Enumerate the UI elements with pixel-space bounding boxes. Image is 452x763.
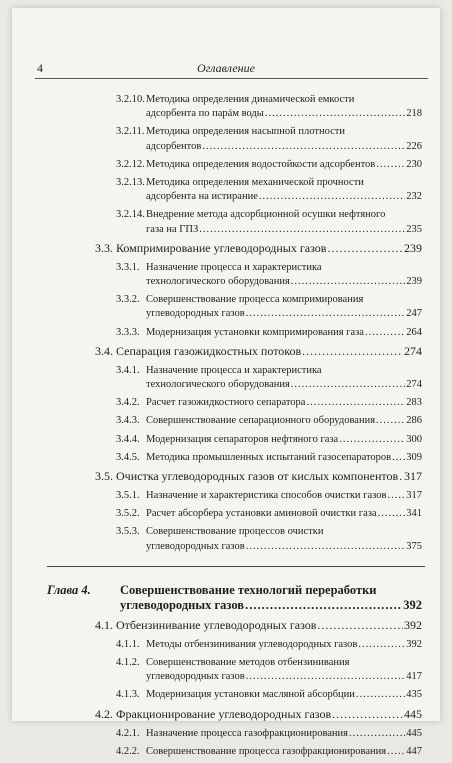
toc-page-number: 264 xyxy=(406,326,422,338)
dot-leader xyxy=(339,433,405,447)
toc-subsection-entry[interactable] xyxy=(12,208,440,236)
toc-section-entry[interactable] xyxy=(12,707,440,722)
dot-leader xyxy=(332,707,403,722)
toc-entry-title-line: Расчет абсорбера установки аминовой очистки газа xyxy=(146,508,377,520)
toc-entry-number: 3.5.2. xyxy=(116,508,140,520)
dot-leader xyxy=(246,307,406,321)
toc-entry-title-line: Совершенствование сепарационного оборудования xyxy=(146,415,376,427)
chapter-divider xyxy=(47,566,425,567)
toc-entry-last-line xyxy=(146,670,422,684)
toc-entry-number: 3.3. xyxy=(95,240,113,255)
toc-entry-number: 3.5. xyxy=(95,469,113,484)
toc-page-number: 447 xyxy=(406,745,422,757)
toc-entry-number: 3.2.13. xyxy=(116,177,145,189)
toc-entry-last-line xyxy=(146,107,422,121)
toc-entry-title xyxy=(146,93,422,121)
header-rule xyxy=(35,78,428,79)
toc-entry-last-line xyxy=(116,241,422,256)
toc-entry-title-line: Совершенствование процесса газофракционирования xyxy=(146,745,387,757)
toc-subsection-entry[interactable] xyxy=(12,688,440,702)
toc-page-number: 392 xyxy=(406,638,422,650)
page-number: 4 xyxy=(37,61,43,75)
toc-subsection-entry[interactable] xyxy=(12,93,440,121)
toc-entry-title-line: технологического оборудования xyxy=(146,379,290,391)
dot-leader xyxy=(245,598,402,613)
toc-entry-last-line xyxy=(146,378,422,392)
toc-entry-title xyxy=(146,293,422,321)
toc-entry-number: 3.2.14. xyxy=(116,209,145,221)
table-of-contents xyxy=(12,93,440,763)
toc-entry-title-line: Методика определения насыпной плотности xyxy=(146,126,345,138)
toc-subsection-entry[interactable] xyxy=(12,396,440,410)
dot-leader xyxy=(306,396,405,410)
running-header: Оглавление xyxy=(197,61,255,75)
toc-entry-title-line: Методика промышленных испытаний газосепараторов xyxy=(146,451,392,463)
toc-subsection-entry[interactable] xyxy=(12,293,440,321)
toc-entry-number: 3.4.1. xyxy=(116,364,140,376)
toc-entry-title-line: Совершенствование процессов очистки xyxy=(146,526,324,538)
toc-entry-title-line: Методы отбензинивания углеводородных газов xyxy=(146,638,358,650)
toc-subsection-entry[interactable] xyxy=(12,451,440,465)
toc-page-number: 283 xyxy=(406,397,422,409)
toc-subsection-entry[interactable] xyxy=(12,525,440,553)
toc-entry-number: 3.5.3. xyxy=(116,526,140,538)
toc-entry-title-line: углеводородных газов xyxy=(146,308,245,320)
toc-entry-last-line xyxy=(146,223,422,237)
toc-entry-title-line: адсорбента по парáм воды xyxy=(146,108,264,120)
toc-page-number: 392 xyxy=(403,597,422,612)
dot-leader xyxy=(327,241,403,256)
toc-entry-title-line: Модернизация установки масляной абсорбции xyxy=(146,689,355,701)
toc-entry-title xyxy=(146,525,422,553)
toc-entry-number: 3.2.12. xyxy=(116,158,145,170)
toc-entry-title-line: Назначение процесса и характеристика xyxy=(146,364,322,376)
book-page xyxy=(12,8,440,757)
toc-page-number: 341 xyxy=(406,508,422,520)
toc-page-number: 247 xyxy=(406,308,422,320)
toc-entry-number: 3.3.2. xyxy=(116,294,140,306)
toc-subsection-entry[interactable] xyxy=(12,158,440,172)
toc-entry-title-line: Совершенствование процесса компримирования xyxy=(146,294,364,306)
toc-page-number: 226 xyxy=(406,140,422,152)
toc-entry-last-line xyxy=(146,489,422,503)
toc-entry-last-line xyxy=(116,344,422,359)
toc-page-number: 274 xyxy=(406,379,422,391)
toc-entry-number: 3.5.1. xyxy=(116,490,140,502)
toc-page-number: 235 xyxy=(406,223,422,235)
toc-entry-title xyxy=(116,241,422,256)
toc-subsection-entry[interactable] xyxy=(12,176,440,204)
toc-subsection-entry[interactable] xyxy=(12,414,440,428)
toc-page-number: 317 xyxy=(404,469,422,484)
toc-entry-last-line xyxy=(146,190,422,204)
toc-entry-title xyxy=(146,364,422,392)
dot-leader xyxy=(291,378,405,392)
toc-entry-title xyxy=(146,656,422,684)
toc-entry-title-line: Расчет газожидкостного сепаратора xyxy=(146,397,306,409)
toc-entry-title-line: Фракционирование углеводородных газов xyxy=(116,706,332,721)
toc-entry-last-line xyxy=(146,507,422,521)
dot-leader xyxy=(387,745,405,759)
toc-section-entry[interactable] xyxy=(12,618,440,633)
toc-entry-number: 3.2.10. xyxy=(116,94,145,105)
toc-entry-last-line xyxy=(120,598,422,613)
toc-entry-title xyxy=(116,469,422,484)
toc-entry-title-line: Совершенствование технологий переработки xyxy=(120,582,377,597)
toc-entry-title xyxy=(116,707,422,722)
toc-page-number: 309 xyxy=(406,451,422,463)
toc-entry-last-line xyxy=(146,688,422,702)
toc-chapter-entry[interactable] xyxy=(12,583,440,613)
toc-page-number: 300 xyxy=(406,433,422,445)
toc-subsection-entry[interactable] xyxy=(12,261,440,289)
toc-subsection-entry[interactable] xyxy=(12,125,440,153)
toc-entry-title xyxy=(146,158,422,172)
dot-leader xyxy=(387,489,405,503)
toc-page-number: 232 xyxy=(406,191,422,203)
dot-leader xyxy=(202,140,405,154)
toc-entry-last-line xyxy=(146,540,422,554)
toc-subsection-entry[interactable] xyxy=(12,638,440,652)
toc-entry-title xyxy=(146,414,422,428)
dot-leader xyxy=(199,223,405,237)
toc-entry-number: 4.2. xyxy=(95,706,113,721)
toc-entry-last-line xyxy=(146,326,422,340)
toc-entry-title xyxy=(146,326,422,340)
toc-subsection-entry[interactable] xyxy=(12,507,440,521)
toc-entry-title xyxy=(146,125,422,153)
toc-entry-last-line xyxy=(146,396,422,410)
toc-entry-title-line: Внедрение метода адсорбционной осушки нефтяного xyxy=(146,209,386,221)
toc-page-number: 392 xyxy=(404,617,422,632)
dot-leader xyxy=(378,507,406,521)
toc-entry-number: 3.4. xyxy=(95,343,113,358)
toc-entry-number: 3.4.4. xyxy=(116,433,140,445)
toc-entry-last-line xyxy=(116,707,422,722)
toc-entry-number: 3.4.3. xyxy=(116,415,140,427)
toc-page-number: 375 xyxy=(406,540,422,552)
toc-entry-title-line: Назначение процесса и характеристика xyxy=(146,261,322,273)
toc-entry-title xyxy=(146,261,422,289)
dot-leader xyxy=(265,107,405,121)
toc-entry-title xyxy=(116,344,422,359)
toc-page-number: 230 xyxy=(406,158,422,170)
dot-leader xyxy=(291,275,405,289)
toc-entry-title xyxy=(146,396,422,410)
toc-entry-title-line: Сепарация газожидкостных потоков xyxy=(116,343,302,358)
toc-entry-title-line: Очистка углеводородных газов от кислых компонентов xyxy=(116,469,399,484)
dot-leader xyxy=(376,414,405,428)
dot-leader xyxy=(358,638,405,652)
dot-leader xyxy=(246,540,406,554)
dot-leader xyxy=(356,688,405,702)
toc-entry-number: 4.1.3. xyxy=(116,689,140,701)
toc-entry-last-line xyxy=(146,451,422,465)
toc-entry-last-line xyxy=(116,618,422,633)
toc-entry-title-line: углеводородных газов xyxy=(120,597,245,612)
toc-entry-title xyxy=(146,208,422,236)
toc-entry-title-line: адсорбента на истирание xyxy=(146,191,258,203)
toc-entry-title-line: углеводородных газов xyxy=(146,540,245,552)
toc-entry-title xyxy=(146,451,422,465)
toc-section-entry[interactable] xyxy=(12,344,440,359)
toc-entry-last-line xyxy=(116,469,422,484)
toc-entry-title-line: Модернизация установки компримирования газа xyxy=(146,326,364,338)
toc-entry-last-line xyxy=(146,140,422,154)
toc-entry-number: 3.3.3. xyxy=(116,326,140,338)
toc-entry-last-line xyxy=(146,433,422,447)
dot-leader xyxy=(376,158,405,172)
toc-page-number: 218 xyxy=(406,108,422,120)
toc-entry-number: Глава 4. xyxy=(47,582,91,597)
toc-entry-title-line: Методика определения водостойкости адсорбентов xyxy=(146,158,376,170)
toc-entry-title-line: Модернизация сепараторов нефтяного газа xyxy=(146,433,339,445)
toc-entry-number: 4.1.2. xyxy=(116,657,140,669)
toc-entry-title-line: Отбензинивание углеводородных газов xyxy=(116,617,317,632)
dot-leader xyxy=(392,451,405,465)
toc-entry-title xyxy=(146,638,422,652)
dot-leader xyxy=(302,344,403,359)
toc-entry-title-line: адсорбентов xyxy=(146,140,202,152)
dot-leader xyxy=(399,469,403,484)
dot-leader xyxy=(365,326,405,340)
toc-subsection-entry[interactable] xyxy=(12,433,440,447)
toc-entry-title-line: Назначение процесса газофракционирования xyxy=(146,727,349,739)
toc-page-number: 445 xyxy=(404,706,422,721)
toc-entry-last-line xyxy=(146,414,422,428)
toc-entry-number: 3.4.5. xyxy=(116,451,140,463)
toc-subsection-entry[interactable] xyxy=(12,656,440,684)
toc-entry-title-line: Назначение и характеристика способов очистки газов xyxy=(146,490,387,502)
toc-page-number: 239 xyxy=(406,276,422,288)
toc-entry-title xyxy=(146,433,422,447)
toc-entry-title-line: Совершенствование методов отбензинивания xyxy=(146,657,350,669)
toc-entry-title xyxy=(146,688,422,702)
toc-entry-number: 4.2.1. xyxy=(116,727,140,739)
toc-entry-number: 3.4.2. xyxy=(116,397,140,409)
toc-page-number: 239 xyxy=(404,240,422,255)
toc-entry-last-line xyxy=(146,158,422,172)
toc-entry-last-line xyxy=(146,745,422,759)
toc-subsection-entry[interactable] xyxy=(12,489,440,503)
toc-subsection-entry[interactable] xyxy=(12,364,440,392)
toc-entry-title-line: Компримирование углеводородных газов xyxy=(116,240,327,255)
toc-page-number: 445 xyxy=(406,727,422,739)
toc-entry-title-line: Методика определения механической прочности xyxy=(146,177,364,189)
toc-entry-title xyxy=(116,618,422,633)
toc-entry-title xyxy=(120,583,422,613)
toc-entry-title xyxy=(146,507,422,521)
toc-section-entry[interactable] xyxy=(12,469,440,484)
toc-entry-title-line: газа на ГПЗ xyxy=(146,223,199,235)
dot-leader xyxy=(259,190,405,204)
toc-entry-last-line xyxy=(146,638,422,652)
toc-entry-number: 4.2.2. xyxy=(116,745,140,757)
toc-entry-title xyxy=(146,489,422,503)
toc-entry-last-line xyxy=(146,307,422,321)
toc-entry-number: 4.1.1. xyxy=(116,638,140,650)
toc-entry-title-line: углеводородных газов xyxy=(146,671,245,683)
toc-entry-last-line xyxy=(146,275,422,289)
toc-page-number: 274 xyxy=(404,343,422,358)
toc-subsection-entry[interactable] xyxy=(12,326,440,340)
toc-page-number: 435 xyxy=(406,689,422,701)
toc-entry-number: 3.3.1. xyxy=(116,261,140,273)
toc-page-number: 317 xyxy=(406,490,422,502)
toc-subsection-entry[interactable] xyxy=(12,745,440,759)
toc-entry-number: 3.2.11. xyxy=(116,126,145,138)
toc-entry-number: 4.1. xyxy=(95,617,113,632)
dot-leader xyxy=(317,618,403,633)
toc-page-number: 417 xyxy=(406,671,422,683)
toc-section-entry[interactable] xyxy=(12,241,440,256)
dot-leader xyxy=(246,670,406,684)
toc-page-number: 286 xyxy=(406,415,422,427)
toc-entry-title xyxy=(146,745,422,759)
toc-entry-title-line: технологического оборудования xyxy=(146,276,290,288)
toc-entry-title-line: Методика определения динамической емкости xyxy=(146,94,355,105)
toc-entry-title xyxy=(146,176,422,204)
